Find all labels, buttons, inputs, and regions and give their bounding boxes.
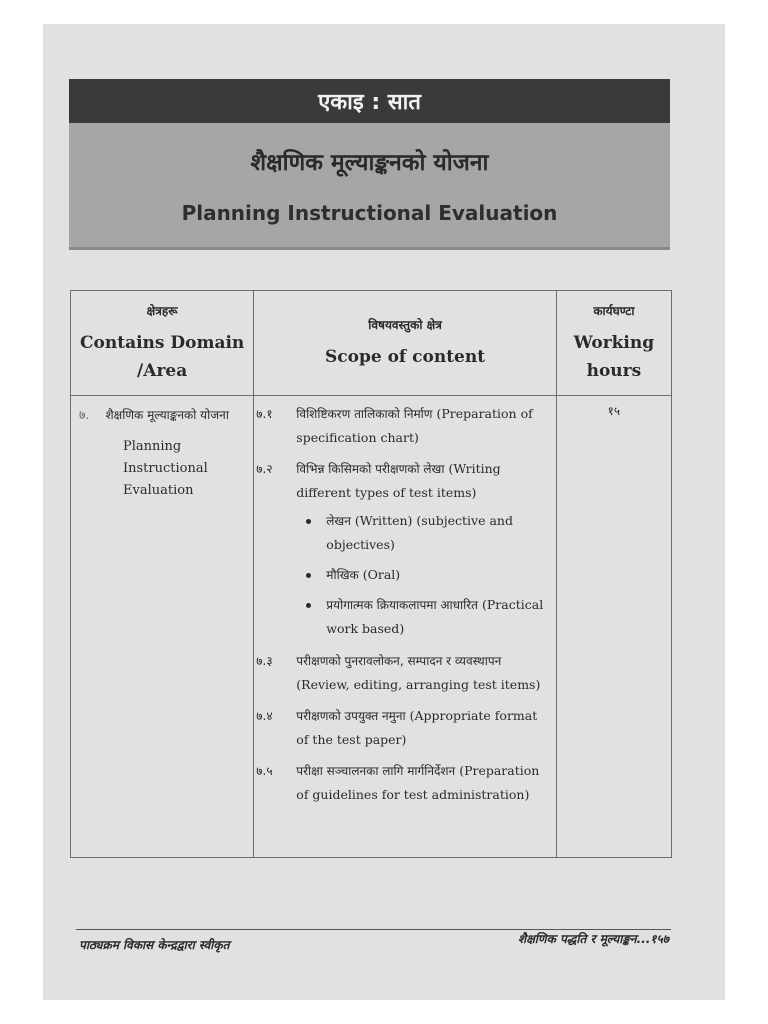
book-page — [43, 24, 725, 1000]
chapter-title-nepali: शैक्षणिक मूल्याङ्कनको योजना — [250, 150, 489, 176]
list-item — [256, 649, 552, 697]
list-item — [256, 759, 552, 807]
item-english: (Preparation of specification chart) — [296, 406, 533, 445]
item-number: ७.२ — [256, 462, 273, 476]
bullet-item — [304, 563, 552, 587]
domain-english-line: Planning — [123, 439, 182, 454]
header-domain-english: Contains Domain /Area — [79, 332, 245, 381]
header-domain-nepali: क्षेत्रहरू — [146, 303, 178, 318]
bullet-icon — [306, 519, 311, 524]
item-nepali: विभिन्न किसिमको परीक्षणको लेखा — [296, 462, 445, 476]
item-english: (Appropriate format of the test paper) — [296, 708, 538, 747]
header-hours — [556, 291, 671, 396]
list-item — [256, 402, 552, 450]
domain-english-line: Evaluation — [123, 483, 194, 498]
domain-nepali: शैक्षणिक मूल्याङ्कनको योजना — [105, 408, 229, 422]
domain-number: ७. — [79, 407, 90, 422]
working-hours-value: १५ — [607, 404, 621, 418]
bullet-english: (Oral) — [362, 567, 401, 582]
header-hours-nepali: कार्यघण्टा — [593, 303, 635, 318]
bullet-nepali: प्रयोगात्मक क्रियाकलापमा आधारित — [326, 598, 479, 612]
chapter-title-english: Planning Instructional Evaluation — [181, 201, 558, 225]
unit-label-band — [69, 79, 670, 123]
item-number: ७.५ — [256, 764, 273, 778]
bullet-item — [304, 593, 552, 641]
item-nepali: परीक्षणको पुनरावलोकन, सम्पादन र व्यवस्थापन — [296, 654, 502, 668]
curriculum-table — [70, 290, 672, 858]
item-number: ७.३ — [256, 654, 273, 668]
header-scope-nepali: विषयवस्तुको क्षेत्र — [368, 317, 442, 332]
footer-page-label: शैक्षणिक पद्धति र मूल्याङ्कन...१५७ — [518, 932, 669, 946]
header-domain — [71, 291, 254, 396]
bullet-nepali: लेखन — [326, 514, 351, 528]
item-number: ७.४ — [256, 709, 273, 723]
table-header-row — [71, 291, 672, 396]
bullet-english: (Written) (subjective and objectives) — [326, 513, 513, 552]
list-item — [256, 457, 552, 505]
hours-cell — [556, 396, 671, 858]
item-nepali: परीक्षा सञ्चालनका लागि मार्गनिर्देशन — [296, 764, 456, 778]
item-nepali: परीक्षणको उपयुक्त नमुना — [296, 709, 406, 723]
header-scope — [254, 291, 557, 396]
header-hours-english: Working hours — [573, 332, 655, 381]
bullet-english: (Practical work based) — [326, 597, 544, 636]
domain-english — [79, 436, 249, 502]
table-row — [71, 396, 672, 858]
footer-approval-text: पाठ्यक्रम विकास केन्द्रद्वारा स्वीकृत — [79, 938, 230, 952]
domain-cell — [71, 396, 254, 858]
header-scope-english: Scope of content — [325, 346, 486, 367]
unit-label: एकाइ : सात — [318, 90, 421, 115]
bullet-icon — [306, 573, 311, 578]
item-english: (Writing different types of test items) — [296, 461, 501, 500]
item-nepali: विशिष्टिकरण तालिकाको निर्माण — [296, 407, 433, 421]
item-english: (Review, editing, arranging test items) — [296, 677, 541, 692]
bullet-list — [256, 509, 552, 641]
bullet-item — [304, 509, 552, 557]
domain-english-line: Instructional — [123, 461, 208, 476]
item-number: ७.१ — [256, 407, 273, 421]
bullet-nepali: मौखिक — [326, 568, 359, 582]
chapter-title-box — [69, 123, 670, 250]
scope-cell — [254, 396, 557, 858]
bullet-icon — [306, 603, 311, 608]
item-english: (Preparation of guidelines for test administration) — [296, 763, 540, 802]
list-item — [256, 704, 552, 752]
